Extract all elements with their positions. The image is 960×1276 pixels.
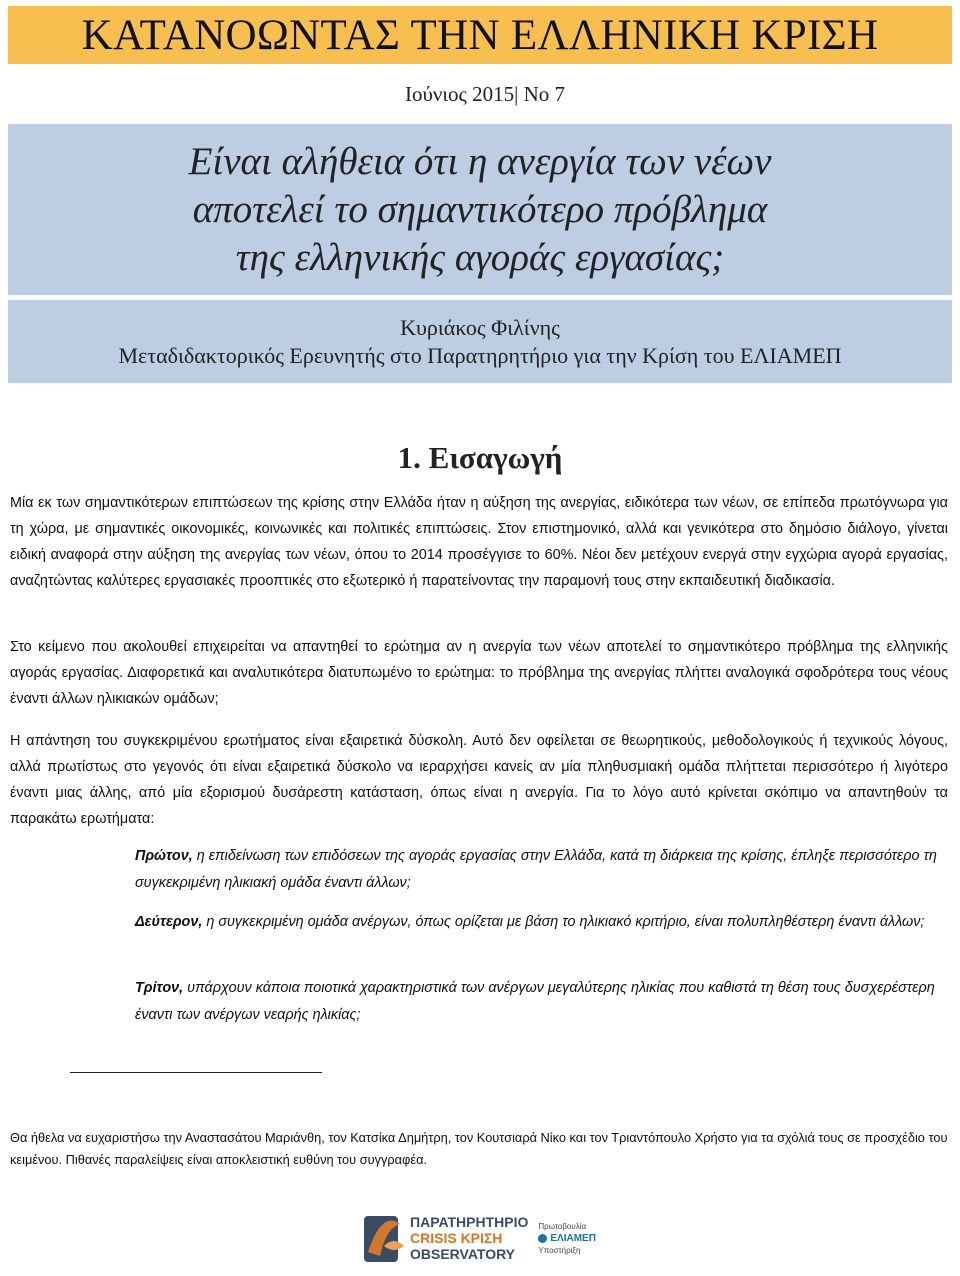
section-heading: 1. Εισαγωγή <box>397 440 563 475</box>
approach-paragraph <box>10 728 948 832</box>
paragraph-text: Μία εκ των σημαντικότερων επιπτώσεων της κρίσης στην Ελλάδα ήταν η αύξηση της ανεργίας, ειδικότερα των νέων, σε επίπεδα πρωτόγνωρα για τη χώρα, με σημαντικές οικονομικές, κοινωνικές και πολιτικές επιπτώσεις. Στον επιστημονικό, αλλά και γενικότερα στο δημόσιο διάλογο, γίνεται ειδική αναφορά στην αύξηση της ανεργίας των νέων, όπου το 2014 προσέγγισε το 60%. Νέοι δεν μετέχουν ενεργά στην εγχώρια αγορά εργασίας, αναζητώντας καλύτερες εργασιακές προοπτικές στο εξωτερικό ή παρατείνοντας την παραμονή τους στην εκπαιδευτική διαδικασία. <box>10 495 948 589</box>
title-line-3: της ελληνικής αγοράς εργασίας; <box>235 235 725 279</box>
logo-line-3: OBSERVATORY <box>410 1246 516 1262</box>
observatory-emblem-icon <box>360 1206 406 1270</box>
question-lead: Πρώτον, <box>135 848 193 864</box>
question-item-1 <box>135 843 950 897</box>
author-role: Μεταδιδακτορικός Ερευνητής στο Παρατηρητήριο για την Κρίση του ΕΛΙΑΜΕΠ <box>118 342 842 368</box>
question-lead: Δεύτερον, <box>135 914 203 930</box>
eliamep-logo-icon <box>538 1234 547 1243</box>
series-banner <box>8 6 952 64</box>
intro-paragraph <box>10 490 948 594</box>
author-name: Κυριάκος Φιλίνης <box>400 314 560 340</box>
sponsor-row <box>538 1233 596 1244</box>
sponsor-block <box>538 1222 596 1255</box>
support-label: Υποστήριξη <box>538 1245 581 1255</box>
series-title: ΚΑΤΑΝΟΩΝΤΑΣ ΤΗΝ ΕΛΛΗΝΙΚΗ ΚΡΙΣΗ <box>81 11 879 59</box>
paragraph-text: Στο κείμενο που ακολουθεί επιχειρείται να απαντηθεί το ερώτημα αν η ανεργία των νέων αποτελεί το σημαντικότερο πρόβλημα της ελληνικής αγοράς εργασίας. Διαφορετικά και αναλυτικότερα διατυπωμένο το ερώτημα: το πρόβλημα της ανεργίας πλήττει αναλογικά σφοδρότερα τους νέους έναντι άλλων ηλικιακών ομάδων; <box>10 639 948 707</box>
crisis-observatory-logo <box>360 1205 610 1271</box>
title-box <box>8 124 952 295</box>
logo-line-1: ΠΑΡΑΤΗΡΗΤΗΡΙΟ <box>410 1214 529 1230</box>
question-item-2 <box>135 909 950 936</box>
issue-date: Ιούνιος 2015| Νο 7 <box>405 82 565 106</box>
question-text: η συγκεκριμένη ομάδα ανέργων, όπως ορίζεται με βάση το ηλικιακό κριτήριο, είναι πολυπληθέστερη έναντι άλλων; <box>202 914 925 930</box>
logo-wordmark <box>410 1214 528 1262</box>
title-line-1: Είναι αλήθεια ότι η ανεργία των νέων <box>188 139 772 183</box>
question-text: υπάρχουν κάποια ποιοτικά χαρακτηριστικά των ανέργων μεγαλύτερης ηλικίας που καθιστά τη θέση τους δυσχερέστερη έναντι των ανέργων νεαρής ηλικίας; <box>135 980 935 1023</box>
logo-line-2: CRISIS ΚΡΙΣΗ <box>410 1230 503 1246</box>
question-text: η επιδείνωση των επιδόσεων της αγοράς εργασίας στην Ελλάδα, κατά τη διάρκεια της κρίσης, έπληξε περισσότερο τη συγκεκριμένη ηλικιακή ομάδα έναντι άλλων; <box>135 848 937 891</box>
footnote-divider <box>70 1072 322 1073</box>
author-box <box>8 300 952 383</box>
question-item-3 <box>135 975 950 1029</box>
question-lead: Τρίτον, <box>135 980 184 996</box>
sponsor-name: ΕΛΙΑΜΕΠ <box>550 1232 596 1244</box>
paragraph-text: Η απάντηση του συγκεκριμένου ερωτήματος είναι εξαιρετικά δύσκολη. Αυτό δεν οφείλεται σε θεωρητικούς, μεθοδολογικούς ή τεχνικούς λόγους, αλλά πρωτίστως στο γεγονός ότι είναι εξαιρετικά δύσκολο να ιεραρχήσει κανείς αν μία πληθυσμιακή ομάδα πλήττεται περισσότερο ή λιγότερο έναντι μιας άλλης, από μία εξορισμού δυσάρεστη κατάσταση, όπως είναι η ανεργία. Για το λόγο αυτό κρίνεται σκόπιμο να απαντηθούν τα παρακάτω ερωτήματα: <box>10 733 948 827</box>
question-paragraph <box>10 634 948 712</box>
footnote: Θα ήθελα να ευχαριστήσω την Αναστασάτου Μαριάνθη, τον Κατσίκα Δημήτρη, τον Κουτσιαρά Νίκο και τον Τριαντόπουλο Χρήστο για τα σχόλιά τους σε προσχέδιο του κειμένου. Πιθανές παραλείψεις είναι αποκλειστική ευθύνη του συγγραφέα. <box>10 1130 948 1167</box>
title-line-2: αποτελεί το σημαντικότερο πρόβλημα <box>192 187 768 231</box>
sponsor-label: Πρωτοβουλία <box>538 1221 587 1231</box>
